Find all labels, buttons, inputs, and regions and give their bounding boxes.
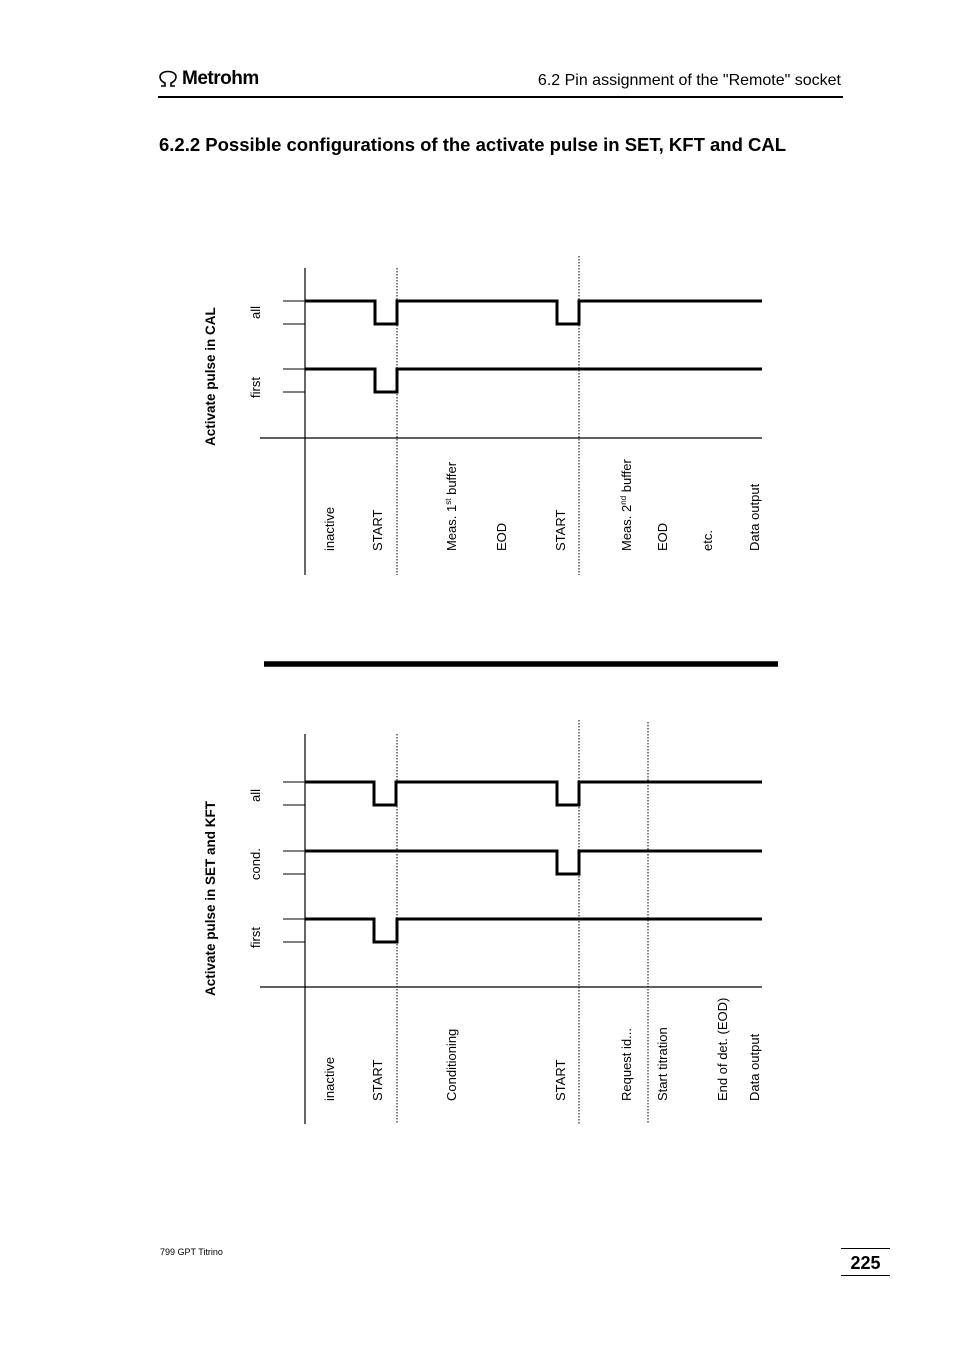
set-event-start1: START bbox=[370, 1059, 385, 1101]
cal-diagram bbox=[203, 256, 762, 575]
cal-event-eod1: EOD bbox=[494, 522, 509, 551]
set-label-cond: cond. bbox=[248, 848, 263, 880]
cal-event-meas1 bbox=[444, 461, 459, 551]
set-label-first: first bbox=[248, 927, 263, 948]
set-title: Activate pulse in SET and KFT bbox=[203, 800, 218, 996]
cal-event-meas2 bbox=[619, 459, 634, 551]
cal-event-etc: etc. bbox=[700, 530, 715, 551]
cal-title: Activate pulse in CAL bbox=[203, 307, 218, 446]
set-event-conditioning: Conditioning bbox=[444, 1028, 459, 1101]
cal-event-start2: START bbox=[553, 509, 568, 551]
set-event-start-titration: Start titration bbox=[655, 1027, 670, 1101]
cal-event-start1: START bbox=[370, 509, 385, 551]
cal-meas2-prefix: Meas. 2 bbox=[619, 504, 634, 551]
page-number: 225 bbox=[841, 1248, 890, 1276]
cal-event-data-output: Data output bbox=[747, 483, 762, 551]
set-event-request-id: Request id... bbox=[619, 1028, 634, 1101]
set-event-inactive: inactive bbox=[322, 1056, 337, 1101]
logo-text: Metrohm bbox=[182, 68, 259, 89]
cal-meas2-sup: nd bbox=[619, 495, 628, 505]
cal-event-eod2: EOD bbox=[655, 522, 670, 551]
set-pulse-all bbox=[305, 782, 762, 805]
set-event-start2: START bbox=[553, 1059, 568, 1101]
cal-pulse-all bbox=[305, 301, 762, 324]
cal-label-all: all bbox=[248, 305, 263, 319]
set-pulse-cond bbox=[305, 851, 762, 874]
set-pulse-first bbox=[305, 919, 762, 942]
cal-pulse-first bbox=[305, 369, 762, 392]
cal-event-inactive: inactive bbox=[322, 506, 337, 551]
cal-meas2-suffix: buffer bbox=[619, 459, 634, 496]
set-event-data-output: Data output bbox=[747, 1033, 762, 1101]
cal-meas1-suffix: buffer bbox=[444, 461, 459, 499]
cal-meas1-sup: st bbox=[444, 498, 453, 505]
section-heading: 6.2.2 Possible configurations of the activate pulse in SET, KFT and CAL bbox=[159, 134, 787, 155]
cal-meas1-prefix: Meas. 1 bbox=[444, 504, 459, 551]
set-label-all: all bbox=[248, 788, 263, 802]
set-event-end-of-det: End of det. (EOD) bbox=[715, 997, 730, 1101]
header-section-title: 6.2 Pin assignment of the "Remote" socket bbox=[537, 72, 841, 89]
cal-label-first: first bbox=[248, 377, 263, 398]
footer-product: 799 GPT Titrino bbox=[160, 1247, 223, 1257]
set-kft-diagram bbox=[203, 720, 762, 1124]
